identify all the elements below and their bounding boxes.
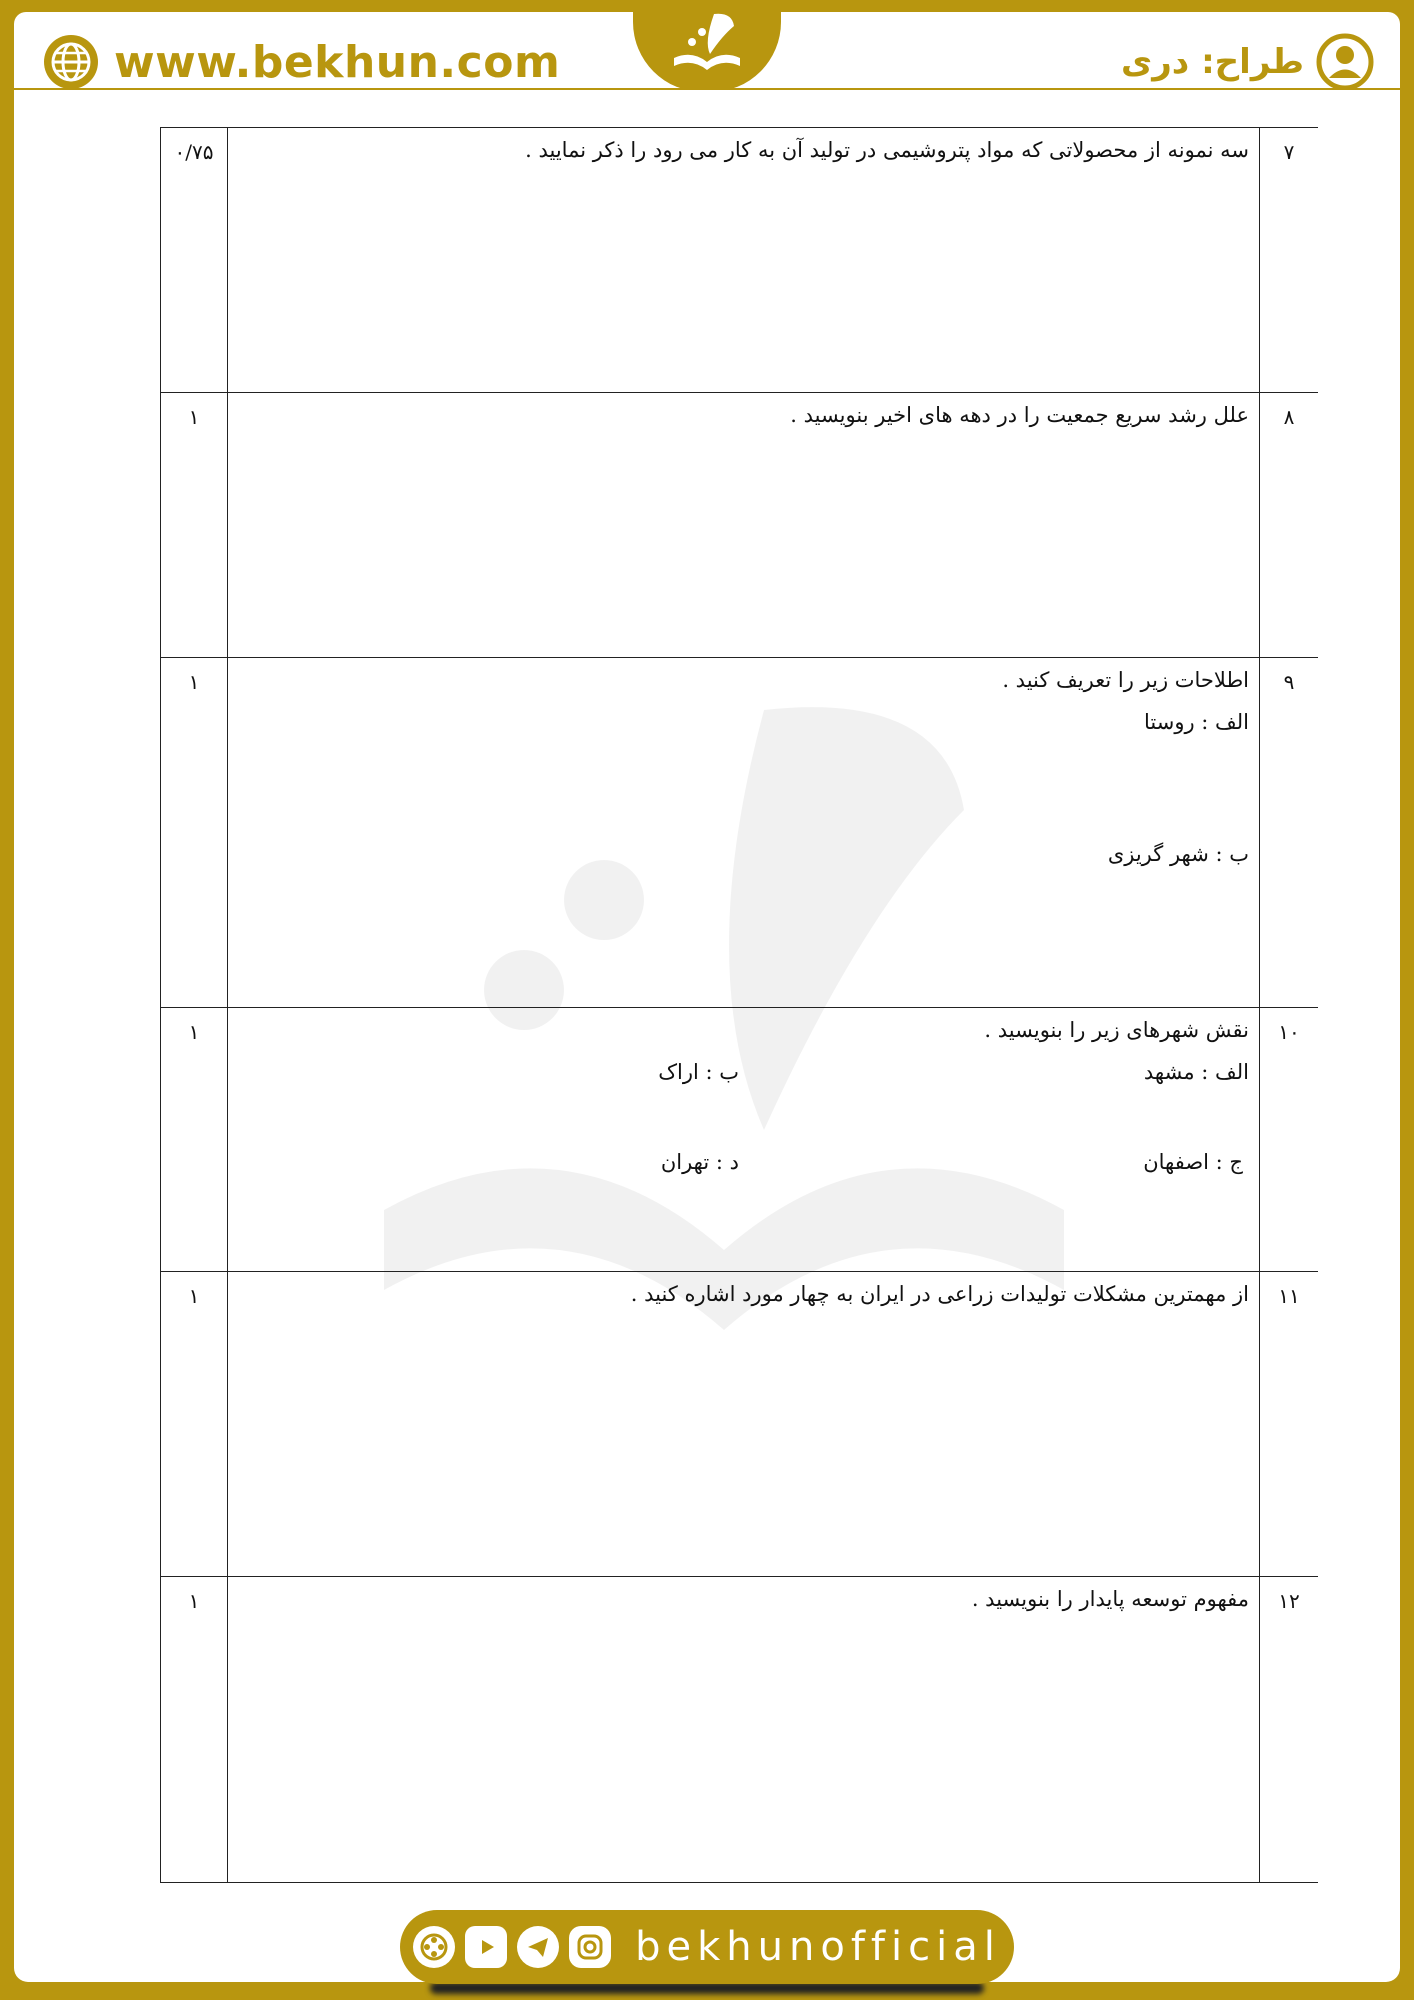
question-number: ۱۰ [1278,1020,1300,1044]
question-score: ۱ [188,1284,200,1308]
score-cell [161,658,228,1008]
question-row [161,393,1319,658]
question-number-cell [1260,128,1319,393]
brand-logo [633,0,781,92]
globe-icon [42,33,100,91]
aparat-icon[interactable] [413,1926,455,1968]
sub-item: د : تهران [660,1150,739,1174]
instagram-icon[interactable] [569,1926,611,1968]
question-number-cell [1260,658,1319,1008]
sub-item: الف : روستا [1143,710,1249,734]
question-number-cell [1260,1272,1319,1577]
score-cell [161,1008,228,1272]
question-text: نقش شهرهای زیر را بنویسید . [984,1018,1249,1042]
question-score: ۱ [188,1020,200,1044]
question-text: از مهمترین مشکلات تولیدات زراعی در ایران به چهار مورد اشاره کنید . [630,1282,1249,1306]
question-cell [228,1577,1260,1883]
social-footer [400,1910,1014,1984]
author-block [1121,30,1374,94]
score-cell [161,128,228,393]
book-feather-logo-icon [652,6,762,86]
social-handle[interactable]: bekhunofficial [635,1924,1001,1970]
score-cell [161,1577,228,1883]
question-row [161,658,1319,1008]
question-text: مفهوم توسعه پایدار را بنویسید . [971,1587,1249,1611]
question-text: سه نمونه از محصولاتی که مواد پتروشیمی در تولید آن به کار می رود را ذکر نمایید . [525,138,1249,162]
sub-item: ب : اراک [658,1060,739,1084]
site-url[interactable]: www.bekhun.com [114,36,561,88]
question-cell [228,1008,1260,1272]
question-number: ۱۱ [1278,1284,1300,1308]
sub-item: الف : مشهد [1143,1060,1249,1084]
question-row [161,1008,1319,1272]
question-cell [228,393,1260,658]
questions-table [160,127,1318,1883]
sub-item: ب : شهر گریزی [1107,842,1249,866]
question-cell [228,1272,1260,1577]
score-cell [161,393,228,658]
question-text: اطلاحات زیر را تعریف کنید . [1002,668,1249,692]
question-score: ۱ [188,1589,200,1613]
question-cell [228,128,1260,393]
author-label: طراح: دری [1121,42,1304,82]
question-number-cell [1260,1577,1319,1883]
question-cell [228,658,1260,1008]
question-row [161,1272,1319,1577]
question-number-cell [1260,1008,1319,1272]
question-score: ۰/۷۵ [174,140,214,164]
telegram-icon[interactable] [517,1926,559,1968]
youtube-icon[interactable] [465,1926,507,1968]
sub-item: ج : اصفهان [1143,1150,1243,1174]
question-row [161,128,1319,393]
question-number-cell [1260,393,1319,658]
question-number: ۹ [1283,670,1295,694]
question-number: ۸ [1283,405,1295,429]
question-score: ۱ [188,670,200,694]
question-row [161,1577,1319,1883]
user-icon [1316,33,1374,91]
score-cell [161,1272,228,1577]
question-number: ۱۲ [1278,1589,1300,1613]
question-score: ۱ [188,405,200,429]
question-number: ۷ [1283,140,1295,164]
site-link[interactable] [42,32,560,92]
question-text: علل رشد سریع جمعیت را در دهه های اخیر بنویسید . [790,403,1249,427]
